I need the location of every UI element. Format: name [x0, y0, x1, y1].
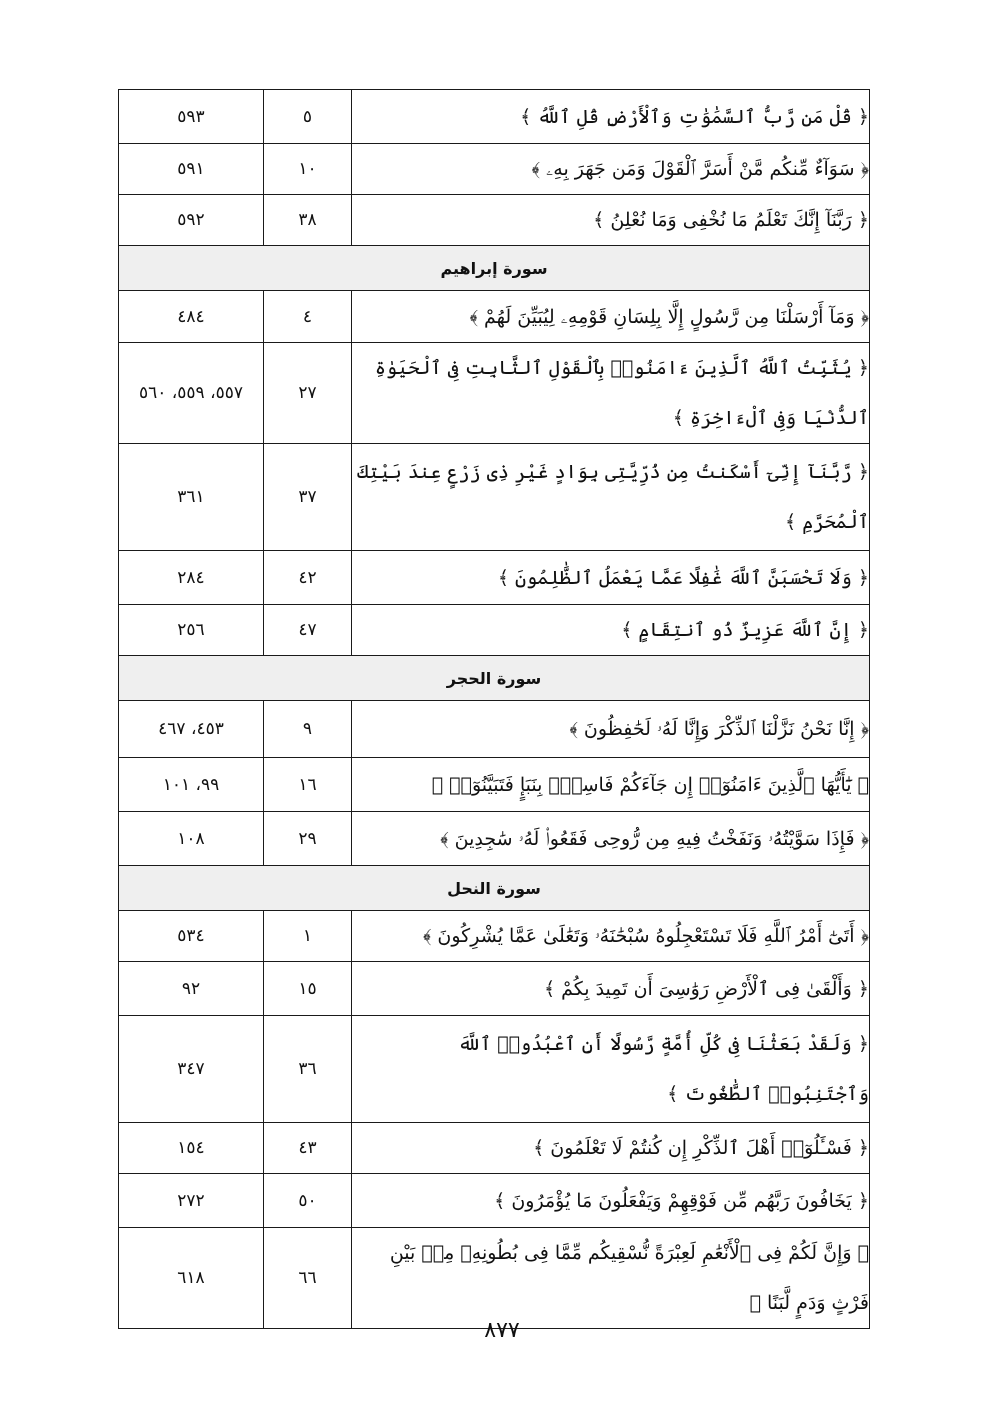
table-row — [119, 444, 870, 551]
verse-number-cell: ٤٢ — [264, 551, 352, 605]
verse-index-table — [118, 89, 870, 1329]
verse-number-cell: ٣٧ — [264, 444, 352, 551]
verse-number-cell: ٢٧ — [264, 343, 352, 444]
table-row — [119, 758, 870, 812]
verse-text-cell: ﴿ فَسْـَٔلُوٓا۟ أَهْلَ ٱلذِّكْرِ إِن كُنتُمْ لَا تَعْلَمُونَ ﴾ — [352, 1123, 870, 1174]
verse-text-cell: ﴿ يَٰٓأَيُّهَا ٱلَّذِينَ ءَامَنُوٓا۟ إِن جَآءَكُمْ فَاسِقٌۢ بِنَبَإٍ فَتَبَيَّنُوٓا۟ ﴾ — [352, 758, 870, 812]
page-refs-cell: ٥٩٢ — [119, 195, 264, 246]
page-refs-cell: ٩٩، ١٠١ — [119, 758, 264, 812]
verse-text-cell: ﴿ وَأَلْقَىٰ فِى ٱلْأَرْضِ رَوَٰسِىَ أَن تَمِيدَ بِكُمْ ﴾ — [352, 962, 870, 1016]
verse-text-cell: ﴿ وَإِنَّ لَكُمْ فِى ٱلْأَنْعَٰمِ لَعِبْرَةً نُّسْقِيكُم مِّمَّا فِى بُطُونِهِۦ مِنۢ بَيْنِ فَرْثٍ وَدَمٍ لَّبَنًا ﴾ — [352, 1228, 870, 1329]
verse-number-cell: ١٥ — [264, 962, 352, 1016]
page-refs-cell: ٤٨٤ — [119, 291, 264, 343]
verse-text-cell: ﴿ أَتَىٰٓ أَمْرُ ٱللَّهِ فَلَا تَسْتَعْجِلُوهُ سُبْحَٰنَهُۥ وَتَعَٰلَىٰ عَمَّا يُشْرِكُونَ ﴾ — [352, 911, 870, 962]
page-refs-cell: ١٥٤ — [119, 1123, 264, 1174]
verse-number-cell: ٦٦ — [264, 1228, 352, 1329]
verse-number-cell: ٣٨ — [264, 195, 352, 246]
table-row — [119, 605, 870, 656]
verse-text-cell: ﴿ إِنَّ ٱللَّهَ عَزِيزٌ ذُو ٱنتِقَامٍ ﴾ — [352, 605, 870, 656]
page-refs-cell: ٣٦١ — [119, 444, 264, 551]
table-row — [119, 343, 870, 444]
page-refs-cell: ٤٥٣، ٤٦٧ — [119, 701, 264, 758]
verse-number-cell: ٤ — [264, 291, 352, 343]
verse-number-cell: ٤٣ — [264, 1123, 352, 1174]
surah-header-row — [119, 866, 870, 911]
verse-text-cell: ﴿ وَمَآ أَرْسَلْنَا مِن رَّسُولٍ إِلَّا بِلِسَانِ قَوْمِهِۦ لِيُبَيِّنَ لَهُمْ ﴾ — [352, 291, 870, 343]
verse-number-cell: ١٠ — [264, 144, 352, 195]
page-refs-cell: ٦١٨ — [119, 1228, 264, 1329]
verse-number-cell: ٩ — [264, 701, 352, 758]
table-row — [119, 291, 870, 343]
page-refs-cell: ٥٣٤ — [119, 911, 264, 962]
page-number: ٨٧٧ — [484, 1318, 520, 1343]
page-refs-cell: ٢٥٦ — [119, 605, 264, 656]
page-refs-cell: ٥٥٧، ٥٥٩، ٥٦٠ — [119, 343, 264, 444]
surah-title: سورة الحجر — [119, 656, 870, 701]
verse-number-cell: ٢٩ — [264, 812, 352, 866]
verse-text-cell: ﴿ رَبَّنَآ إِنَّكَ تَعْلَمُ مَا نُخْفِى وَمَا نُعْلِنُ ﴾ — [352, 195, 870, 246]
verse-text-cell: ﴿ إِنَّا نَحْنُ نَزَّلْنَا ٱلذِّكْرَ وَإِنَّا لَهُۥ لَحَٰفِظُونَ ﴾ — [352, 701, 870, 758]
table-row — [119, 1123, 870, 1174]
verse-number-cell: ٤٧ — [264, 605, 352, 656]
table-row — [119, 551, 870, 605]
page-refs-cell: ٣٤٧ — [119, 1016, 264, 1123]
surah-header-row — [119, 656, 870, 701]
table-row — [119, 1228, 870, 1329]
surah-header-row — [119, 246, 870, 291]
surah-title: سورة إبراهيم — [119, 246, 870, 291]
page-refs-cell: ٢٧٢ — [119, 1174, 264, 1228]
verse-text-cell: ﴿ وَلَقَدْ بَعَثْنَا فِى كُلِّ أُمَّةٍ رَّسُولًا أَنِ ٱعْبُدُوا۟ ٱللَّهَ وَٱجْتَنِبُوا۟ ٱلطَّٰغُوتَ ﴾ — [352, 1016, 870, 1123]
verse-text-cell: ﴿ يَخَافُونَ رَبَّهُم مِّن فَوْقِهِمْ وَيَفْعَلُونَ مَا يُؤْمَرُونَ ﴾ — [352, 1174, 870, 1228]
table-row — [119, 701, 870, 758]
page-refs-cell: ٢٨٤ — [119, 551, 264, 605]
verse-text-cell: ﴿ قُلْ مَن رَّبُّ ٱلسَّمَٰوَٰتِ وَٱلْأَرْضِ قُلِ ٱللَّهُ ﴾ — [352, 90, 870, 144]
table-row — [119, 195, 870, 246]
verse-number-cell: ٥ — [264, 90, 352, 144]
table-row — [119, 812, 870, 866]
verse-number-cell: ١ — [264, 911, 352, 962]
verse-text-cell: ﴿ فَإِذَا سَوَّيْتُهُۥ وَنَفَخْتُ فِيهِ مِن رُّوحِى فَقَعُوا۟ لَهُۥ سَٰجِدِينَ ﴾ — [352, 812, 870, 866]
verse-number-cell: ١٦ — [264, 758, 352, 812]
table-row — [119, 911, 870, 962]
verse-index-body — [119, 90, 870, 1329]
verse-number-cell: ٣٦ — [264, 1016, 352, 1123]
table-row — [119, 962, 870, 1016]
page-refs-cell: ٩٢ — [119, 962, 264, 1016]
surah-title: سورة النحل — [119, 866, 870, 911]
verse-text-cell: ﴿ وَلَا تَحْسَبَنَّ ٱللَّهَ غَٰفِلًا عَمَّا يَعْمَلُ ٱلظَّٰلِمُونَ ﴾ — [352, 551, 870, 605]
verse-text-cell: ﴿ رَّبَّنَآ إِنِّىٓ أَسْكَنتُ مِن ذُرِّيَّتِى بِوَادٍ غَيْرِ ذِى زَرْعٍ عِندَ بَيْتِكَ ٱلْمُحَرَّمِ ﴾ — [352, 444, 870, 551]
page-refs-cell: ١٠٨ — [119, 812, 264, 866]
verse-text-cell: ﴿ يُثَبِّتُ ٱللَّهُ ٱلَّذِينَ ءَامَنُوا۟ بِٱلْقَوْلِ ٱلثَّابِتِ فِى ٱلْحَيَوٰةِ ٱلدُّنْيَا وَفِى ٱلْءَاخِرَةِ ﴾ — [352, 343, 870, 444]
table-row — [119, 90, 870, 144]
table-row — [119, 1174, 870, 1228]
table-row — [119, 144, 870, 195]
verse-text-cell: ﴿ سَوَآءٌ مِّنكُم مَّنْ أَسَرَّ ٱلْقَوْلَ وَمَن جَهَرَ بِهِۦ ﴾ — [352, 144, 870, 195]
table-row — [119, 1016, 870, 1123]
verse-number-cell: ٥٠ — [264, 1174, 352, 1228]
page-refs-cell: ٥٩٣ — [119, 90, 264, 144]
page-refs-cell: ٥٩١ — [119, 144, 264, 195]
